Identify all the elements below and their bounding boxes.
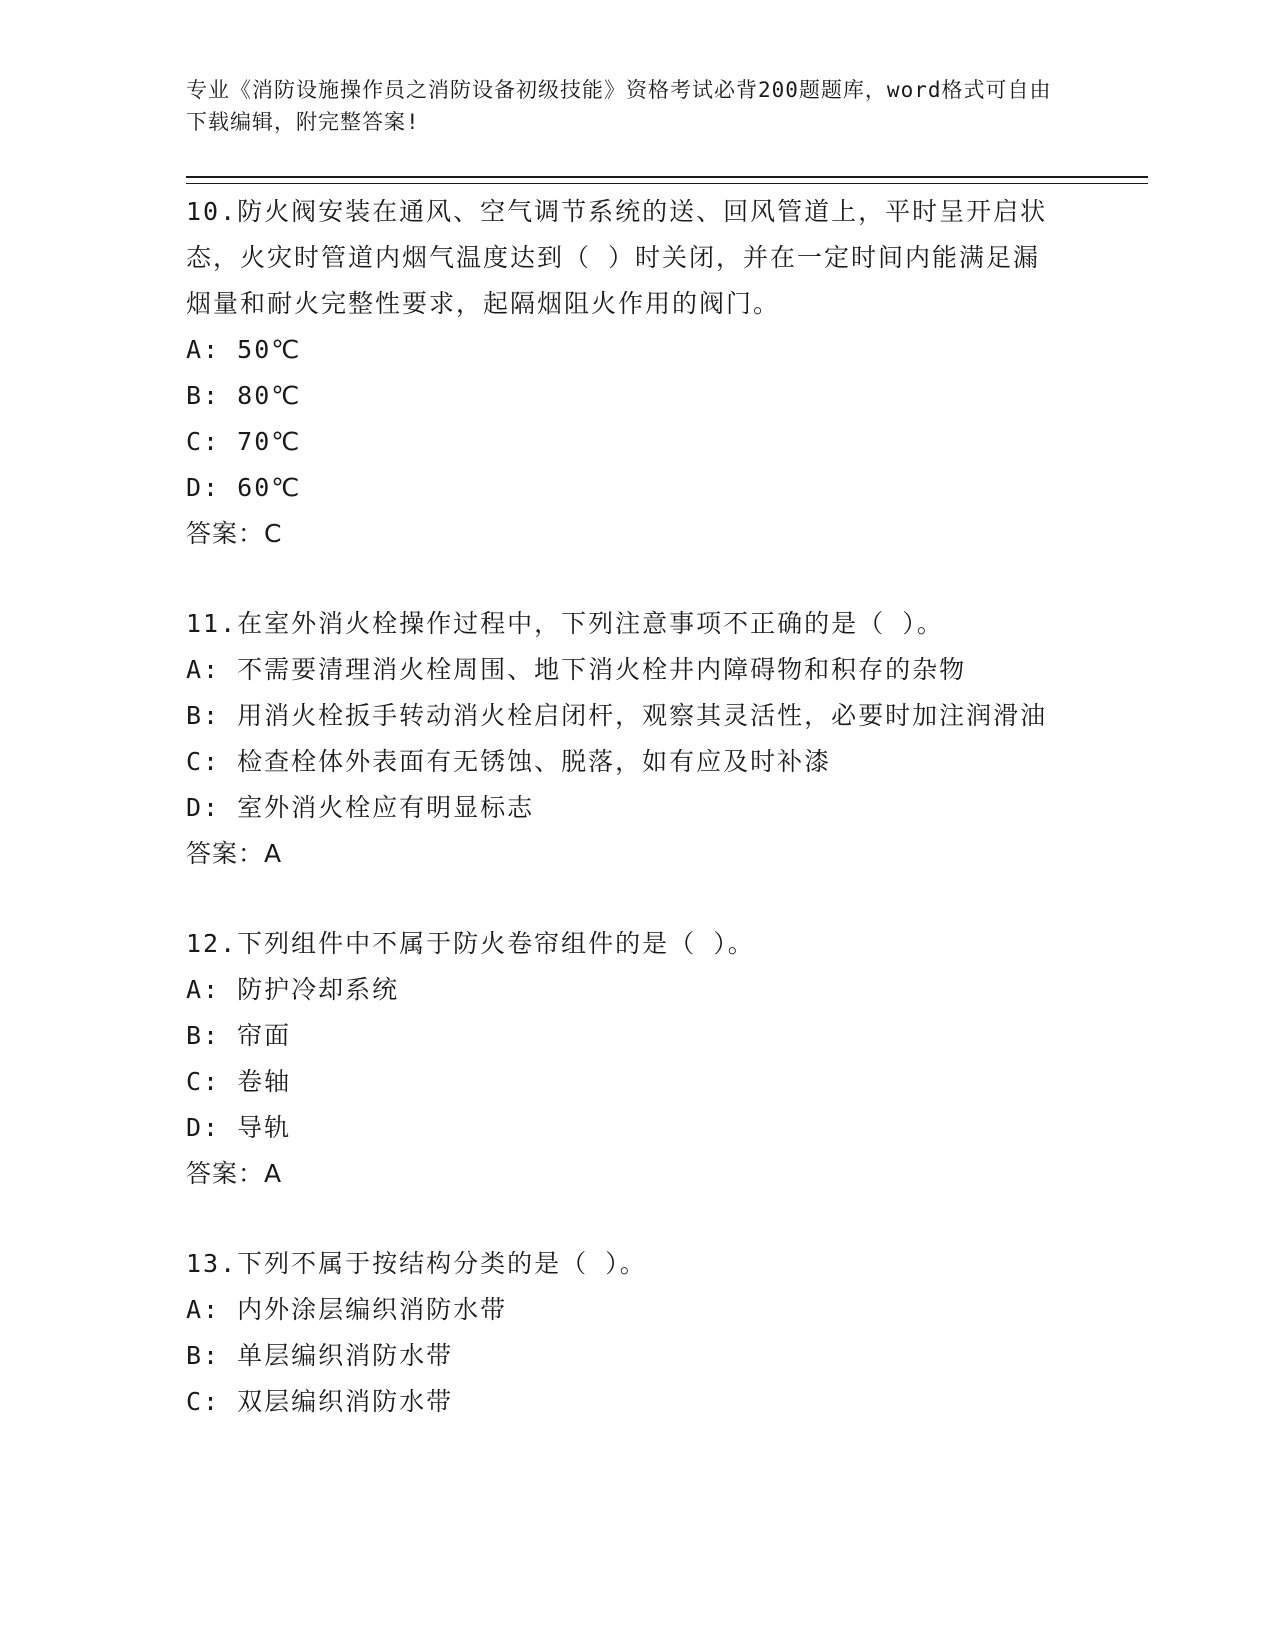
question-stem: 12.下列组件中不属于防火卷帘组件的是（ ）。	[186, 929, 755, 958]
answer-line: 答案：A	[186, 1159, 283, 1188]
option-a: A: 内外涂层编织消防水带	[186, 1295, 508, 1324]
question-10	[186, 189, 1066, 557]
document-intro: 专业《消防设施操作员之消防设备初级技能》资格考试必背200题题库，word格式可自由下载编辑，附完整答案!	[186, 78, 1052, 134]
option-d: D: 60℃	[186, 473, 302, 502]
question-stem: 10.防火阀安装在通风、空气调节系统的送、回风管道上，平时呈开启状态，火灾时管道内烟气温度达到（ ）时关闭，并在一定时间内能满足漏烟量和耐火完整性要求，起隔烟阻火作用的阀门。	[186, 197, 1048, 318]
option-c: C: 卷轴	[186, 1067, 292, 1096]
question-12	[186, 921, 1066, 1197]
option-c: C: 检查栓体外表面有无锈蚀、脱落，如有应及时补漆	[186, 747, 832, 776]
question-list	[186, 189, 1066, 1469]
answer-line: 答案：A	[186, 839, 283, 868]
option-d: D: 导轨	[186, 1113, 292, 1142]
option-b: B: 80℃	[186, 381, 302, 410]
option-d: D: 室外消火栓应有明显标志	[186, 793, 535, 822]
option-a: A: 不需要清理消火栓周围、地下消火栓井内障碍物和积存的杂物	[186, 655, 967, 684]
option-c: C: 双层编织消防水带	[186, 1387, 454, 1416]
option-b: B: 帘面	[186, 1021, 292, 1050]
header-divider	[186, 176, 1148, 184]
option-b: B: 单层编织消防水带	[186, 1341, 454, 1370]
question-stem: 13.下列不属于按结构分类的是（ ）。	[186, 1249, 647, 1278]
question-11	[186, 601, 1066, 877]
option-a: A: 防护冷却系统	[186, 975, 400, 1004]
question-13	[186, 1241, 1066, 1425]
answer-line: 答案：C	[186, 519, 283, 548]
option-b: B: 用消火栓扳手转动消火栓启闭杆，观察其灵活性，必要时加注润滑油	[186, 701, 1048, 730]
question-stem: 11.在室外消火栓操作过程中，下列注意事项不正确的是（ ）。	[186, 609, 944, 638]
option-a: A: 50℃	[186, 335, 302, 364]
option-c: C: 70℃	[186, 427, 302, 456]
